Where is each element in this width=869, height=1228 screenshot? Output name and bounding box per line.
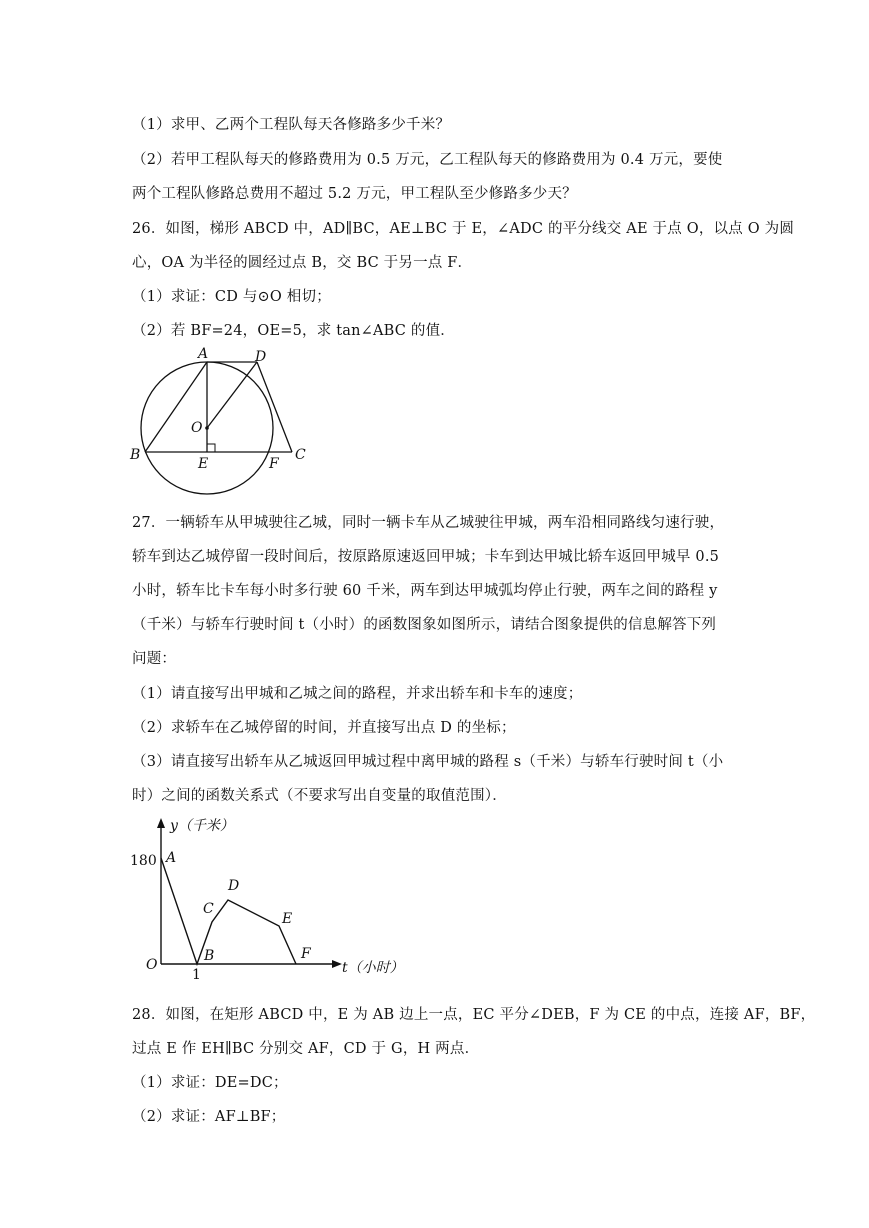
x-tick-1: 1: [192, 967, 201, 982]
segment-do: [207, 362, 257, 428]
q27-stem-line4: （千米）与轿车行驶时间 t（小时）的函数图象如图所示，请结合图象提供的信息解答下列: [132, 617, 717, 633]
origin-label: O: [146, 957, 158, 973]
point-d-label: D: [228, 878, 240, 894]
q26-part1: （1）求证：CD 与⊙O 相切；: [132, 289, 331, 305]
x-axis-label: t（小时）: [342, 960, 404, 976]
q25-part2-line2: 两个工程队修路总费用不超过 5.2 万元，甲工程队至少修路多少天？: [132, 186, 577, 202]
label-a: A: [198, 346, 209, 362]
q27-stem-line2: 轿车到达乙城停留一段时间后，按原路原速返回甲城；卡车到达甲城比轿车返回甲城早 0.5: [132, 549, 720, 565]
y-axis-label: y（千米）: [170, 818, 234, 834]
label-c: C: [295, 447, 306, 463]
graph-polyline: [161, 858, 296, 964]
q27-part1: （1）请直接写出甲城和乙城之间的路程，并求出轿车和卡车的速度；: [132, 686, 583, 702]
y-axis-arrow: [157, 818, 165, 828]
label-o: O: [191, 420, 203, 436]
q27-stem-line3: 小时，轿车比卡车每小时多行驶 60 千米，两车到达甲城弧均停止行驶，两车之间的路程 y: [132, 583, 718, 599]
segment-ab: [145, 362, 207, 452]
point-c-label: C: [203, 901, 214, 917]
q26-stem-line2: 心，OA 为半径的圆经过点 B，交 BC 于另一点 F．: [132, 255, 473, 271]
q27-stem-line5: 问题：: [132, 651, 177, 667]
q27-part2: （2）求轿车在乙城停留的时间，并直接写出点 D 的坐标；: [132, 720, 516, 736]
q25-part1: （1）求甲、乙两个工程队每天各修路多少千米？: [132, 117, 451, 133]
x-axis-arrow: [332, 960, 342, 968]
q28-stem-line2: 过点 E 作 EH∥BC 分别交 AF，CD 于 G，H 两点．: [132, 1041, 480, 1057]
label-b: B: [130, 447, 141, 463]
point-f-label: F: [301, 946, 311, 962]
q28-part1: （1）求证：DE=DC；: [132, 1075, 288, 1091]
q28-part2: （2）求证：AF⊥BF；: [132, 1109, 286, 1125]
q27-part3-line1: （3）请直接写出轿车从乙城返回甲城过程中离甲城的路程 s（千米）与轿车行驶时间 t（小: [132, 754, 724, 770]
point-b-label: B: [204, 948, 215, 964]
q27-part3-line2: 时）之间的函数关系式（不要求写出自变量的取值范围）．: [132, 788, 507, 804]
point-a-label: A: [166, 850, 177, 866]
label-f: F: [269, 456, 279, 472]
segment-dc: [257, 362, 292, 452]
point-o: [205, 426, 209, 430]
point-e-label: E: [282, 911, 293, 927]
q26-geometry-figure: [126, 344, 316, 504]
right-angle-mark: [207, 444, 215, 452]
label-d: D: [255, 349, 267, 365]
q26-part2: （2）若 BF=24，OE=5，求 tan∠ABC 的值．: [132, 323, 455, 339]
q25-part2-line1: （2）若甲工程队每天的修路费用为 0.5 万元，乙工程队每天的修路费用为 0.4 万元，要使: [132, 152, 723, 168]
q26-stem-line1: 26．如图，梯形 ABCD 中，AD∥BC，AE⊥BC 于 E，∠ADC 的平分线交 AE 于点 O，以点 O 为圆: [132, 221, 795, 237]
q28-stem-line1: 28．如图，在矩形 ABCD 中，E 为 AB 边上一点，EC 平分∠DEB，F 为 CE 的中点，连接 AF，BF，: [132, 1007, 816, 1023]
y-tick-180: 180: [130, 853, 157, 869]
q27-function-graph: [124, 812, 424, 982]
q27-stem-line1: 27．一辆轿车从甲城驶往乙城，同时一辆卡车从乙城驶往甲城，两车沿相同路线匀速行驶，: [132, 515, 725, 531]
label-e: E: [198, 456, 209, 472]
